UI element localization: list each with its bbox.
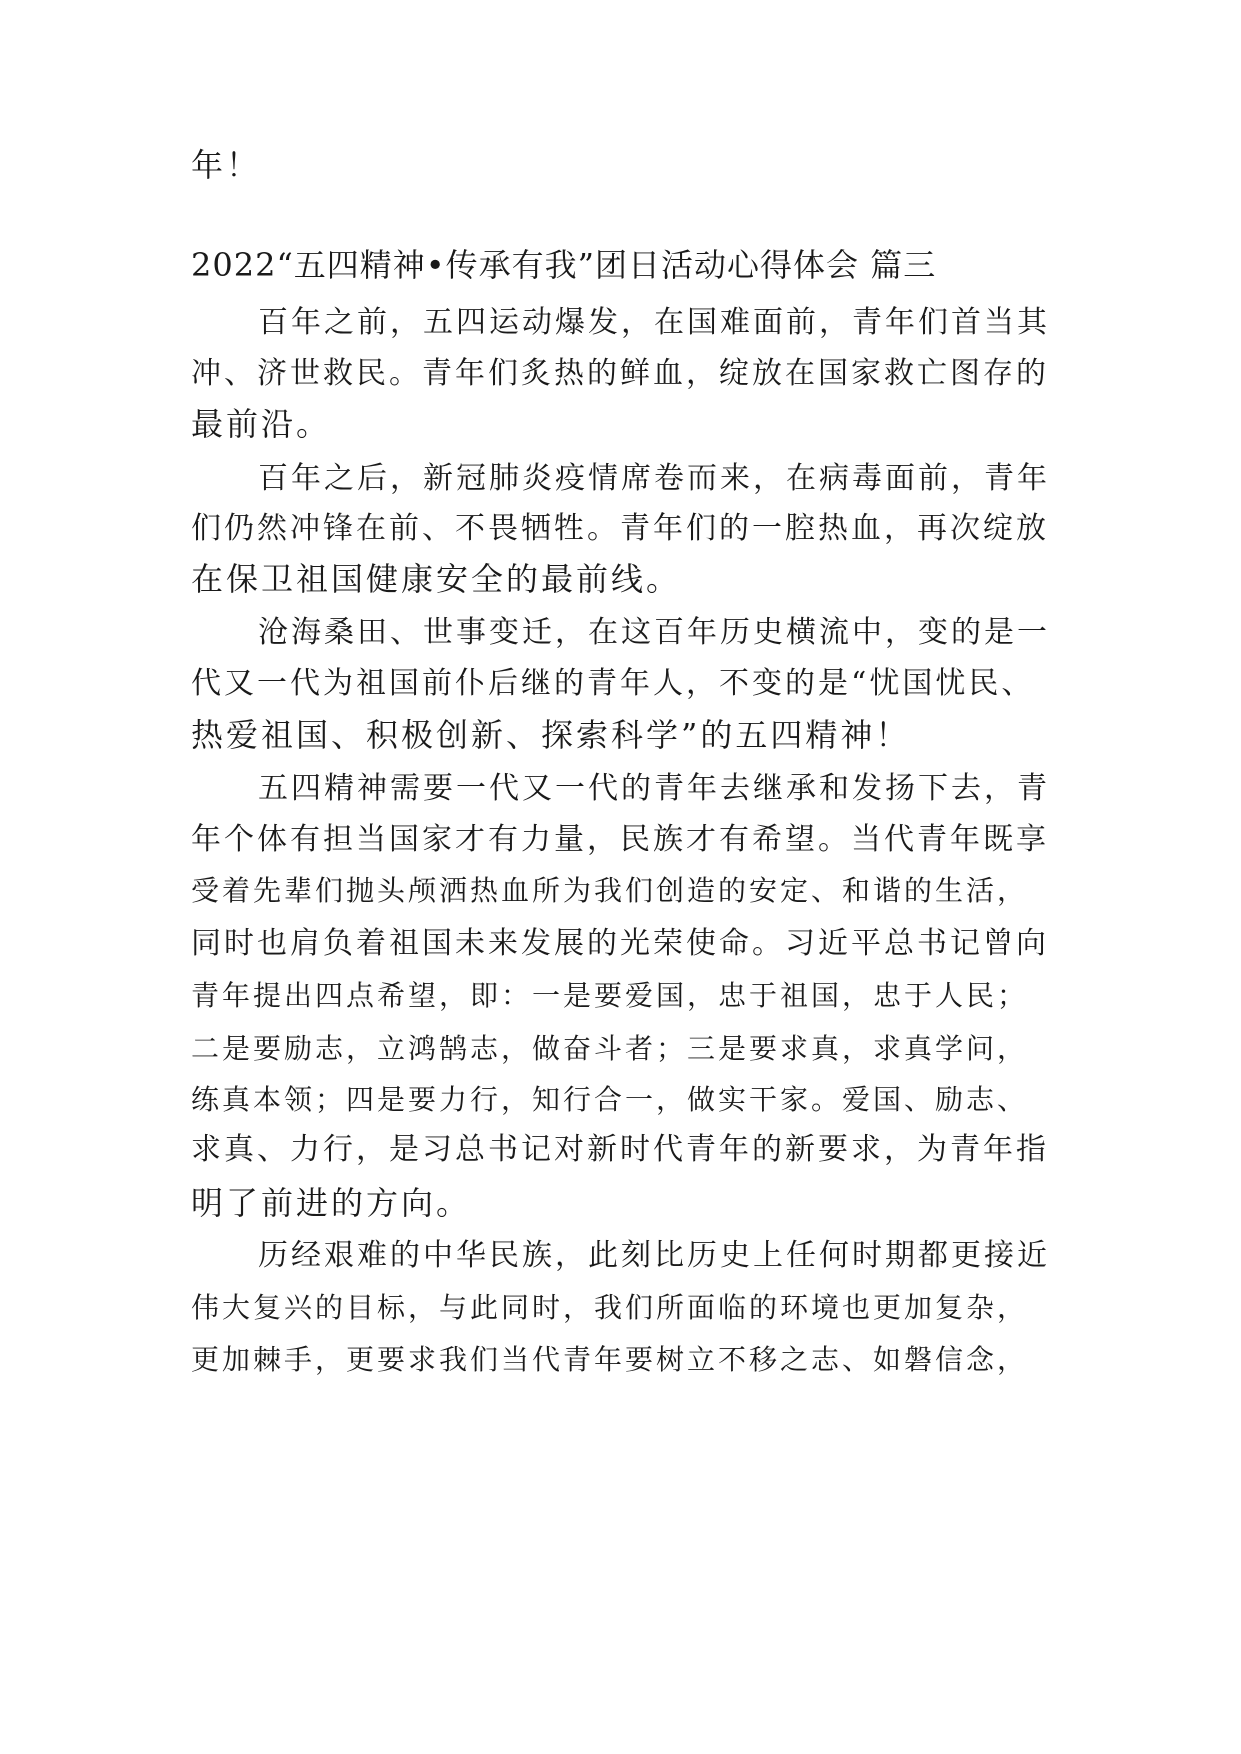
paragraph-line: 更加棘手，更要求我们当代青年要树立不移之志、如磐信念， [191,1343,1029,1376]
paragraph-line: 五四精神需要一代又一代的青年去继承和发扬下去，青 [258,771,1050,806]
paragraph-line: 百年之后，新冠肺炎疫情席卷而来，在病毒面前，青年 [258,461,1050,496]
paragraph-line: 明了前进的方向。 [191,1184,472,1222]
paragraph-line: 二是要励志，立鸿鹄志，做奋斗者；三是要求真，求真学问， [191,1032,1029,1065]
carryover-line: 年！ [191,146,262,184]
paragraph-line: 受着先辈们抛头颅洒热血所为我们创造的安定、和谐的生活， [191,874,1029,907]
paragraph-line: 年个体有担当国家才有力量，民族才有希望。当代青年既享 [191,822,1049,857]
paragraph-line: 求真、力行，是习总书记对新时代青年的新要求，为青年指 [191,1132,1049,1167]
paragraph-line: 同时也肩负着祖国未来发展的光荣使命。习近平总书记曾向 [191,926,1049,961]
paragraph-line: 热爱祖国、积极创新、探索科学”的五四精神！ [191,716,911,754]
paragraph-line: 百年之前，五四运动爆发，在国难面前，青年们首当其 [258,305,1050,340]
paragraph-line: 冲、济世救民。青年们炙热的鲜血，绽放在国家救亡图存的 [191,356,1049,391]
paragraph-line: 代又一代为祖国前仆后继的青年人，不变的是“忧国忧民、 [191,666,1035,701]
paragraph-line: 们仍然冲锋在前、不畏牺牲。青年们的一腔热血，再次绽放 [191,511,1049,546]
paragraph-line: 青年提出四点希望，即：一是要爱国，忠于祖国，忠于人民； [191,979,1029,1012]
paragraph-line: 沧海桑田、世事变迁，在这百年历史横流中，变的是一 [258,615,1050,650]
paragraph-line: 伟大复兴的目标，与此同时，我们所面临的环境也更加复杂， [191,1291,1029,1324]
paragraph-line: 练真本领；四是要力行，知行合一，做实干家。爱国、励志、 [191,1083,1029,1116]
paragraph-line: 历经艰难的中华民族，此刻比历史上任何时期都更接近 [258,1238,1050,1273]
section-heading: 2022“五四精神•传承有我”团日活动心得体会 篇三 [191,246,937,284]
paragraph-line: 在保卫祖国健康安全的最前线。 [191,560,682,598]
paragraph-line: 最前沿。 [191,405,332,443]
